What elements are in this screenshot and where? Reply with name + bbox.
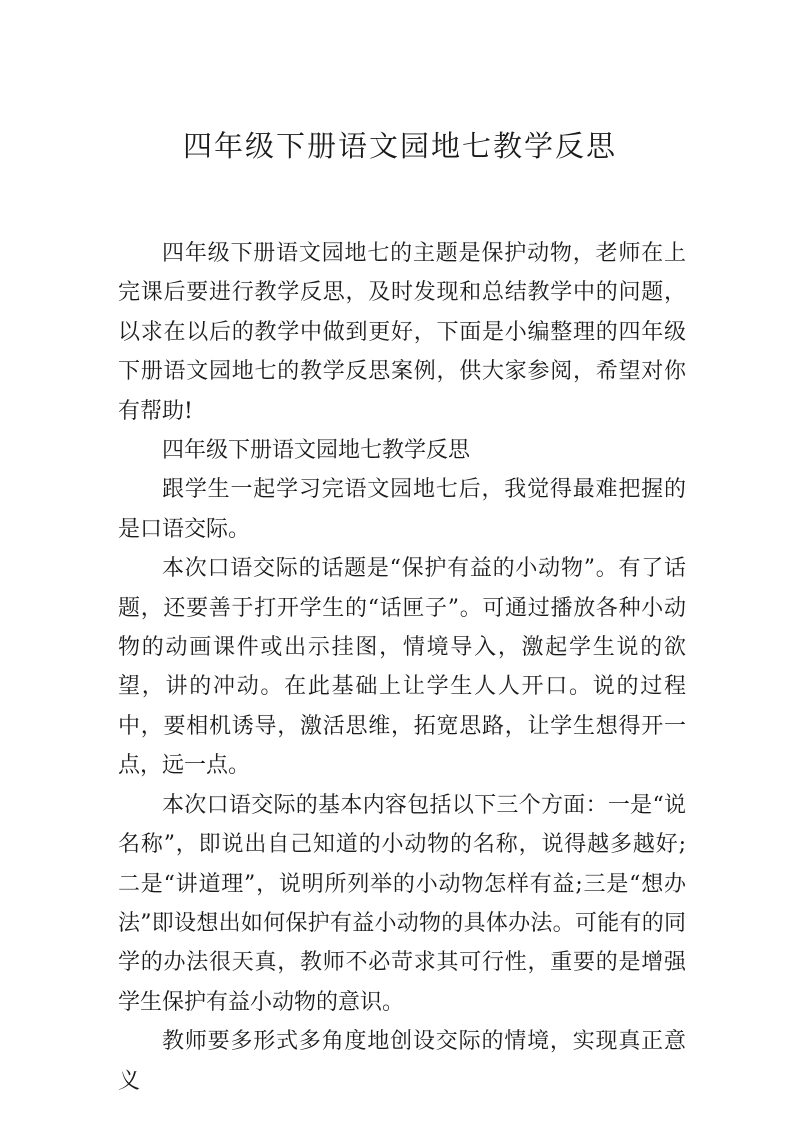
document-body xyxy=(118,234,686,1101)
paragraph-content: 本次口语交际的基本内容包括以下三个方面：一是“说名称”，即说出自己知道的小动物的名称，说得越多越好;二是“讲道理”，说明所列举的小动物怎样有益;三是“想办法”即设想出如何保护有益小动物的具体办法。可能有的同学的办法很天真，教师不必苛求其可行性，重要的是增强学生保护有益小动物的意识。 xyxy=(118,792,686,1015)
paragraph-topic: 本次口语交际的话题是“保护有益的小动物”。有了话题，还要善于打开学生的“话匣子”。可通过播放各种小动物的动画课件或出示挂图，情境导入，激起学生说的欲望，讲的冲动。在此基础上让学生人人开口。说的过程中，要相机诱导，激活思维，拓宽思路，让学生想得开一点，远一点。 xyxy=(118,556,686,779)
paragraph-subtitle: 四年级下册语文园地七教学反思 xyxy=(162,438,471,464)
paragraph-situation: 教师要多形式多角度地创设交际的情境，实现真正意义 xyxy=(118,1029,686,1094)
paragraph-intro: 四年级下册语文园地七的主题是保护动物，老师在上完课后要进行教学反思，及时发现和总结教学中的问题，以求在以后的教学中做到更好，下面是小编整理的四年级下册语文园地七的教学反思案例，供大家参阅，希望对你有帮助! xyxy=(118,241,686,424)
document-title: 四年级下册语文园地七教学反思 xyxy=(182,129,617,163)
paragraph-oral-communication: 跟学生一起学习完语文园地七后，我觉得最难把握的是口语交际。 xyxy=(118,477,686,542)
